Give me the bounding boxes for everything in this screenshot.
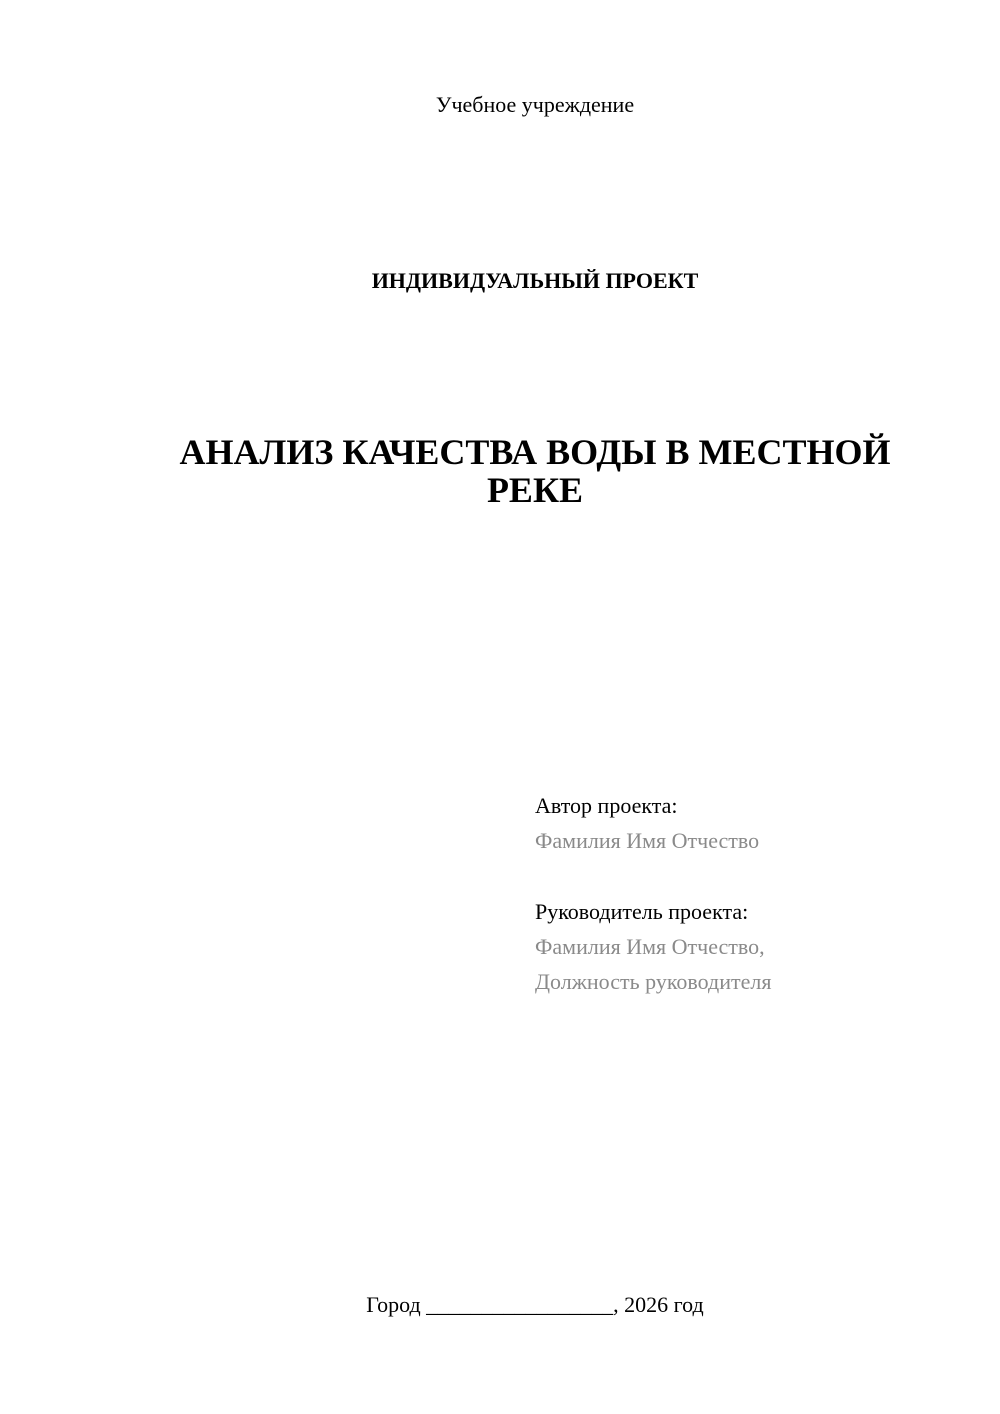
supervisor-name: Фамилия Имя Отчество, [535,934,765,959]
city-year-line: Город _________________, 2026 год [366,1292,704,1317]
supervisor-position: Должность руководителя [535,969,772,994]
institution-name: Учебное учреждение [435,92,635,117]
author-name: Фамилия Имя Отчество [535,828,760,853]
supervisor-label: Руководитель проекта: [535,899,749,924]
project-title: АНАЛИЗ КАЧЕСТВА ВОДЫ В МЕСТНОЙ РЕКЕ [179,432,891,510]
author-label: Автор проекта: [535,793,678,818]
project-meta-block [535,788,975,999]
document-type: ИНДИВИДУАЛЬНЫЙ ПРОЕКТ [371,268,699,293]
